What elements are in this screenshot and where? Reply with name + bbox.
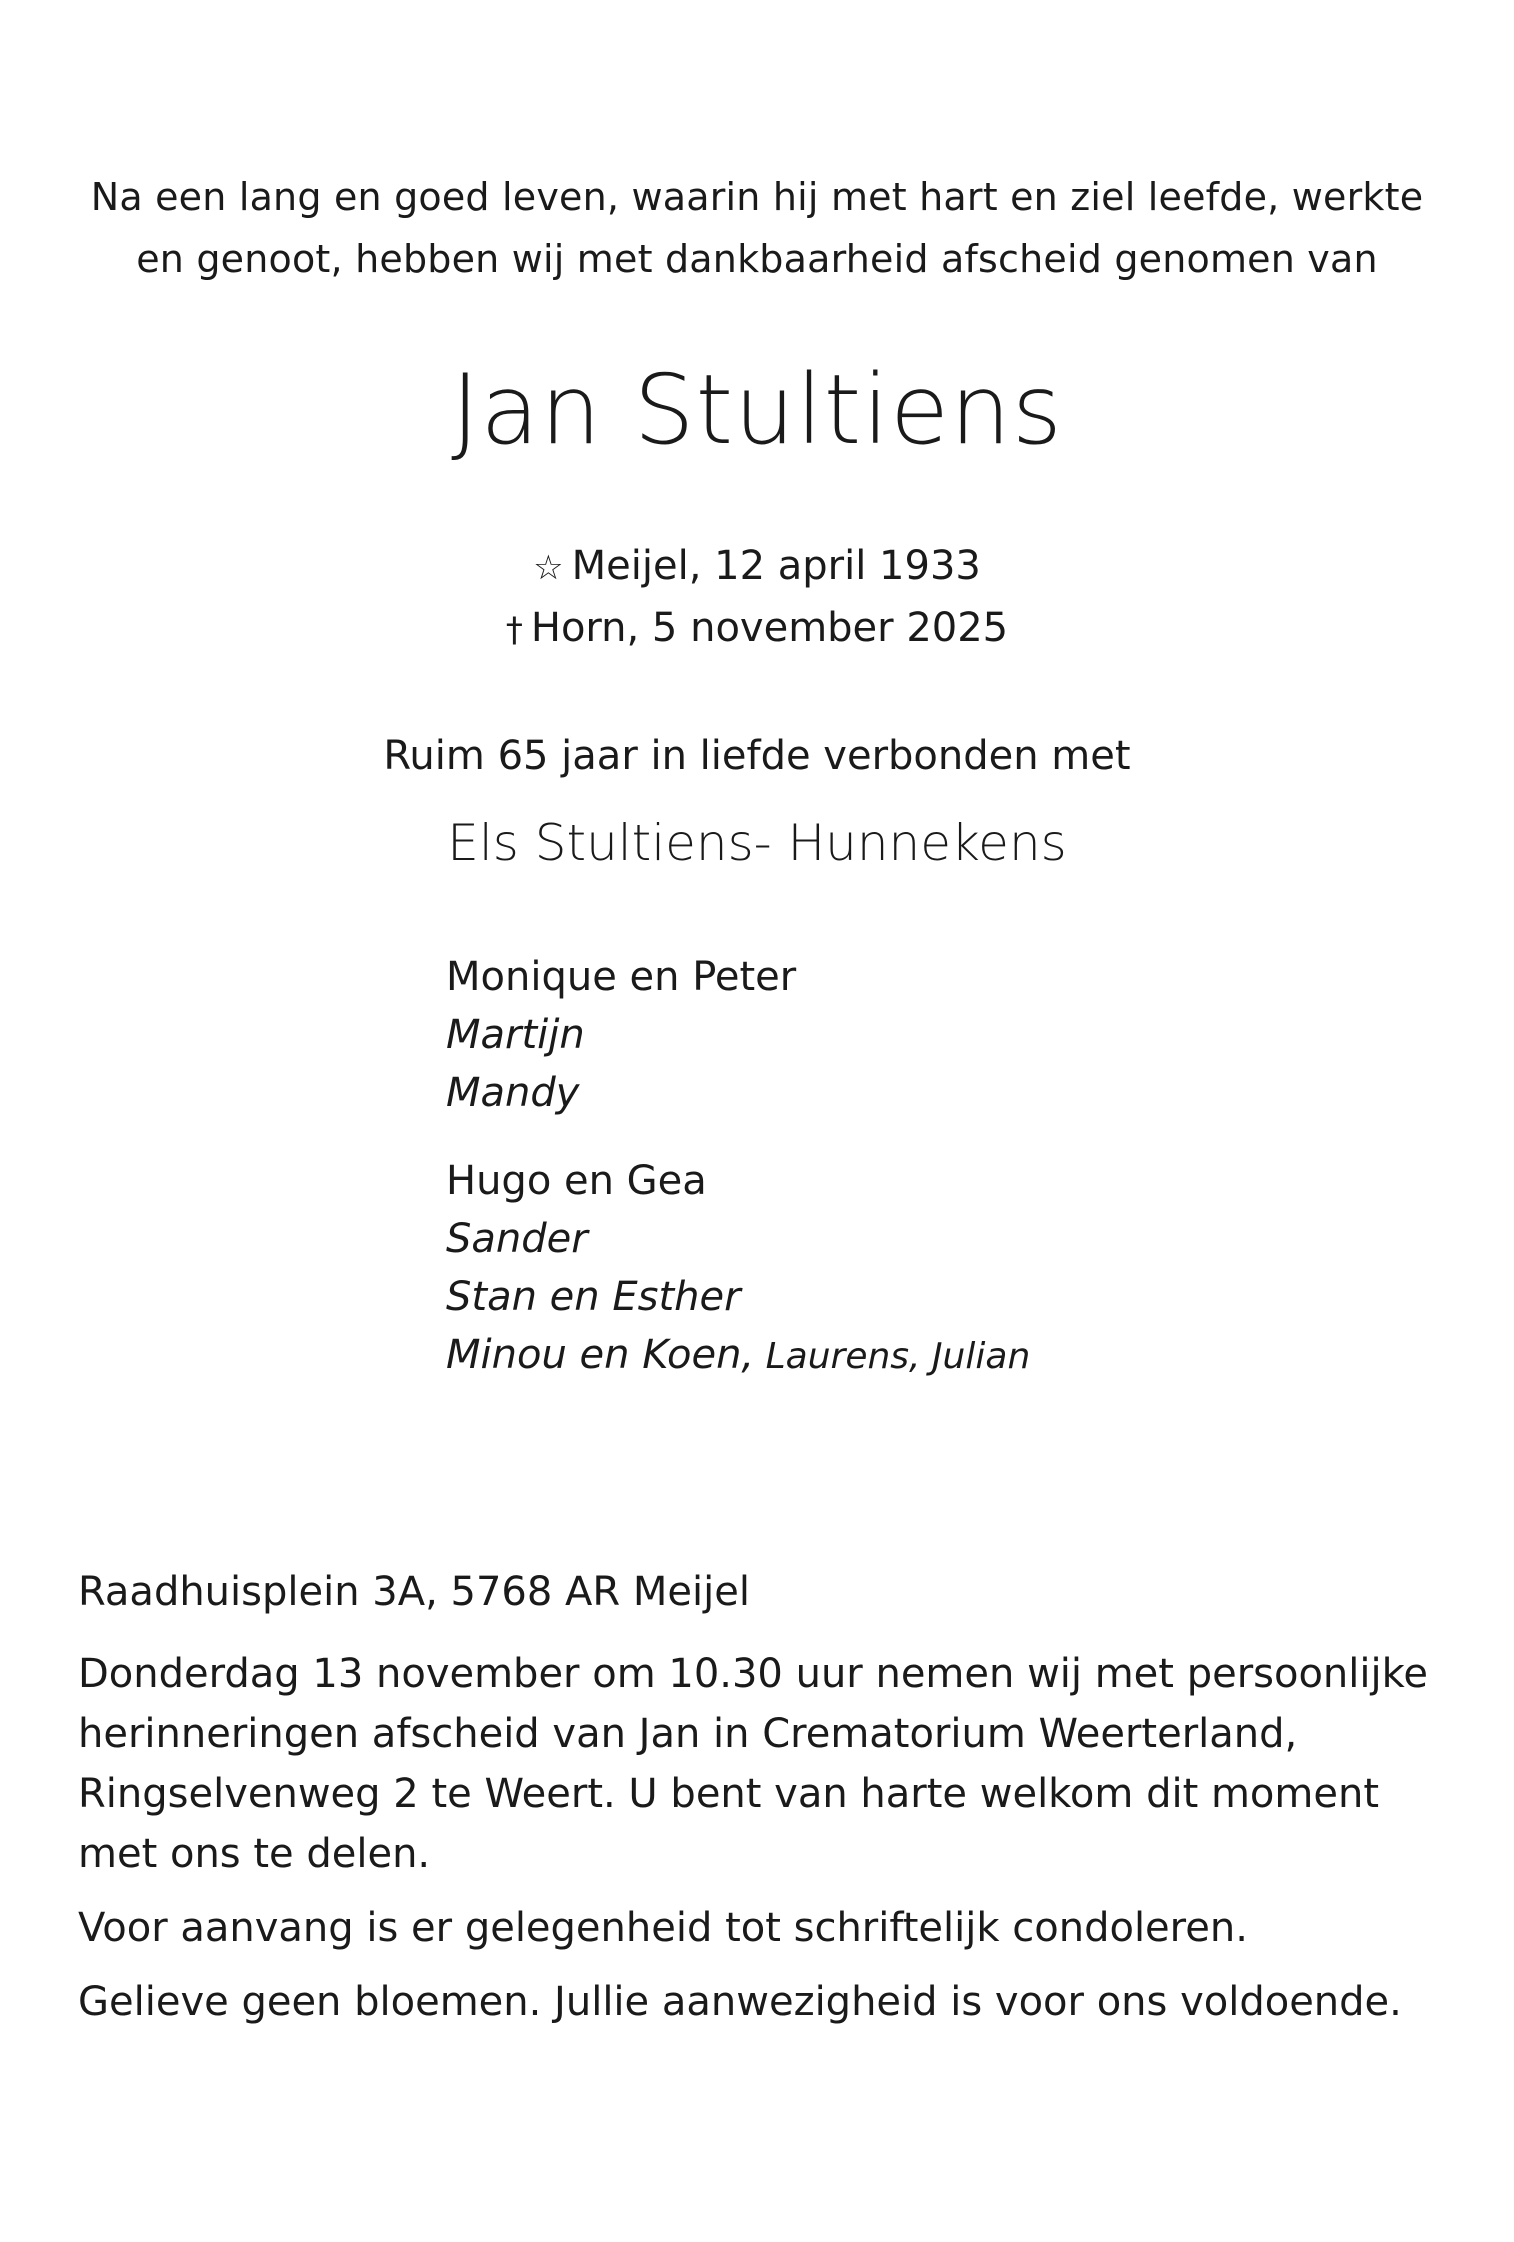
grandchild: Sander xyxy=(446,1216,588,1262)
grandchild-with-great-grandchildren xyxy=(446,1326,1030,1386)
ceremony-details xyxy=(78,1562,1478,2046)
ceremony-line: met ons te delen. xyxy=(78,1831,431,1877)
intro-text xyxy=(40,166,1474,290)
birth-line xyxy=(0,536,1514,598)
spouse-name: Els Stultiens- Hunnekens xyxy=(447,814,1067,872)
ceremony-line: Ringselvenweg 2 te Weert. U bent van harte welkom dit moment xyxy=(78,1771,1380,1817)
grandchild: Martijn xyxy=(446,1012,585,1058)
family-group xyxy=(446,948,1030,1122)
marriage-line: Ruim 65 jaar in liefde verbonden met xyxy=(383,733,1131,779)
intro-line: Na een lang en goed leven, waarin hij met hart en ziel leefde, werkte xyxy=(90,175,1424,219)
ceremony-line: Donderdag 13 november om 10.30 uur nemen wij met persoonlijke xyxy=(78,1651,1428,1697)
star-icon: ☆ xyxy=(533,548,564,588)
family-parents: Hugo en Gea xyxy=(446,1158,707,1204)
family-list xyxy=(446,948,1030,1416)
grandchild: Mandy xyxy=(446,1070,580,1116)
family-group xyxy=(446,1152,1030,1386)
flowers-text: Gelieve geen bloemen. Jullie aanwezigheid is voor ons voldoende. xyxy=(78,1979,1402,2025)
death-line xyxy=(0,598,1514,660)
home-address: Raadhuisplein 3A, 5768 AR Meijel xyxy=(78,1569,750,1615)
grandchild: Stan en Esther xyxy=(446,1274,741,1320)
life-dates xyxy=(0,536,1514,660)
grandchild: Minou en Koen, xyxy=(446,1332,755,1378)
ceremony-text xyxy=(78,1644,1478,1884)
ceremony-line: herinneringen afscheid van Jan in Crematorium Weerterland, xyxy=(78,1711,1298,1757)
intro-line: en genoot, hebben wij met dankbaarheid afscheid genomen van xyxy=(136,237,1378,281)
deceased-name: Jan Stultiens xyxy=(451,354,1063,466)
family-parents: Monique en Peter xyxy=(446,954,797,1000)
cross-icon: † xyxy=(505,610,523,650)
death-date: Horn, 5 november 2025 xyxy=(530,605,1009,651)
condolence-text: Voor aanvang is er gelegenheid tot schriftelijk condoleren. xyxy=(78,1905,1248,1951)
birth-date: Meijel, 12 april 1933 xyxy=(571,543,981,589)
great-grandchildren: Laurens, Julian xyxy=(754,1336,1031,1377)
